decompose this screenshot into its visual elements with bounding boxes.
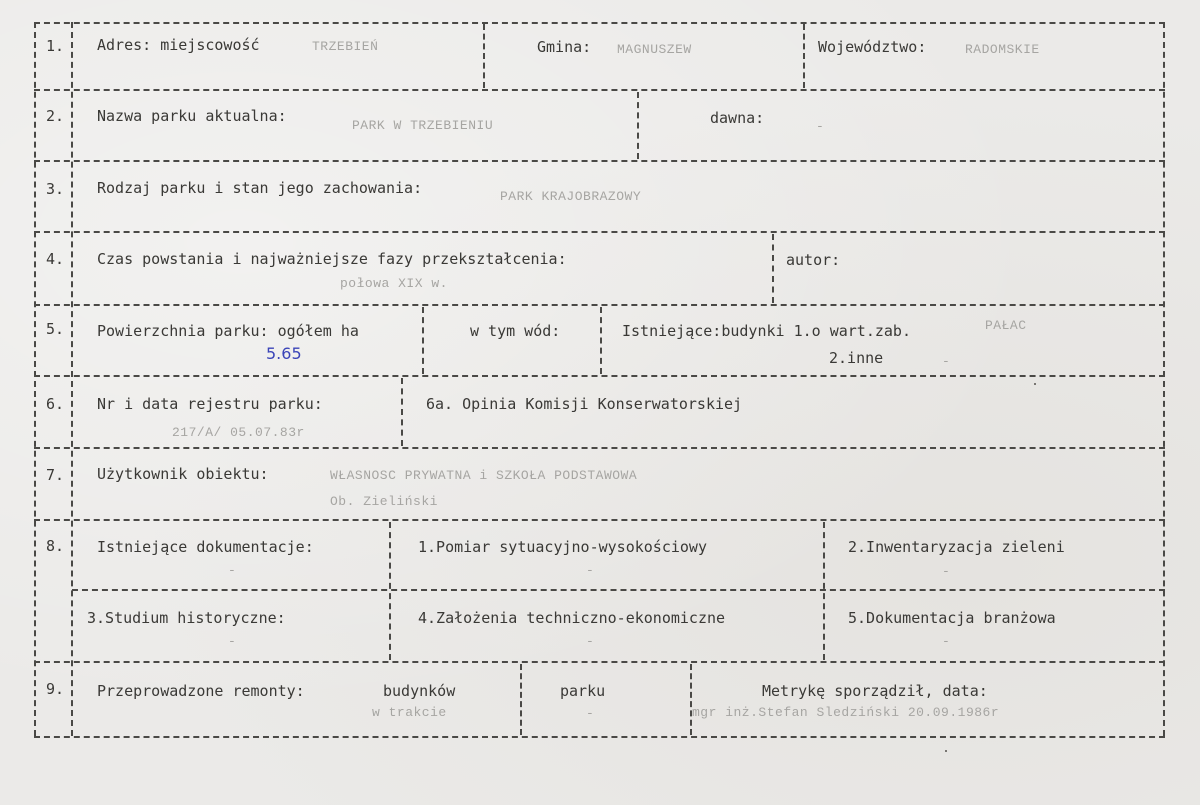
row-number-6: 6.	[46, 395, 65, 413]
row-border-top	[34, 22, 1165, 24]
r1-divider-a	[483, 24, 485, 88]
repairs-park-value: -	[586, 706, 595, 721]
r9-divider-b	[690, 664, 692, 735]
address-label: Adres: miejscowość	[97, 36, 260, 54]
greenery-inventory-value: -	[942, 564, 951, 579]
row-border-2-3	[34, 160, 1165, 162]
metric-author-label: Metrykę sporządził, data:	[762, 682, 988, 700]
r1-divider-b	[803, 24, 805, 88]
repairs-buildings-value: w trakcie	[372, 705, 447, 720]
r2-divider	[637, 92, 639, 159]
user-value-1: WŁASNOSC PRYWATNA i SZKOŁA PODSTAWOWA	[330, 468, 638, 483]
park-type-label: Rodzaj parku i stan jego zachowania:	[97, 179, 423, 197]
row-border-6-7	[34, 447, 1165, 449]
row-number-4: 4.	[46, 250, 65, 268]
documentation-label: Istniejące dokumentacje:	[97, 538, 314, 556]
park-name-label: Nazwa parku aktualna:	[97, 107, 287, 125]
other-buildings-value: -	[942, 354, 951, 369]
r9-divider-a	[520, 664, 522, 735]
r5-divider-b	[600, 307, 602, 374]
r8-divider-a	[389, 522, 391, 660]
voivodeship-value: RADOMSKIE	[965, 42, 1040, 57]
row-border-5-6	[34, 375, 1165, 377]
row-number-7: 7.	[46, 466, 65, 484]
other-buildings-label: 2.inne	[829, 349, 884, 367]
sector-documentation-label: 5.Dokumentacja branżowa	[848, 609, 1056, 627]
author-label: autor:	[786, 251, 841, 269]
r4-divider	[772, 234, 774, 303]
gmina-value: MAGNUSZEW	[617, 42, 692, 57]
former-name-label: dawna:	[710, 109, 765, 127]
park-type-value: PARK KRAJOBRAZOWY	[500, 189, 642, 204]
row-border-7-8	[34, 519, 1165, 521]
survey-label: 1.Pomiar sytuacyjno-wysokościowy	[418, 538, 707, 556]
row-border-8-9	[34, 661, 1165, 663]
row-number-9: 9.	[46, 680, 65, 698]
voivodeship-label: Województwo:	[818, 38, 927, 56]
row-number-8: 8.	[46, 537, 65, 555]
user-value-2: Ob. Zieliński	[330, 494, 438, 509]
paper-speck	[945, 750, 947, 752]
sector-documentation-value: -	[942, 634, 951, 649]
row-number-1: 1.	[46, 37, 65, 55]
row-border-4-5	[34, 304, 1165, 306]
water-label: w tym wód:	[470, 322, 561, 340]
repairs-park-label: parku	[560, 682, 606, 700]
user-label: Użytkownik obiektu:	[97, 465, 269, 483]
survey-value: -	[586, 563, 595, 578]
metric-author-value: mgr inż.Stefan Sledziński 20.09.1986r	[692, 705, 1000, 720]
area-value: 5.65	[266, 344, 302, 363]
historical-study-value: -	[228, 634, 237, 649]
register-label: Nr i data rejestru parku:	[97, 395, 323, 413]
buildings-value: PAŁAC	[985, 318, 1027, 333]
row-number-3: 3.	[46, 180, 65, 198]
r6-divider	[401, 378, 403, 446]
row-number-2: 2.	[46, 107, 65, 125]
technical-assumptions-label: 4.Założenia techniczno-ekonomiczne	[418, 609, 726, 627]
r8-divider-b	[823, 522, 825, 660]
row-border-bottom	[34, 736, 1165, 738]
greenery-inventory-label: 2.Inwentaryzacja zieleni	[848, 538, 1065, 556]
gmina-label: Gmina:	[537, 38, 592, 56]
row-number-5: 5.	[46, 320, 65, 338]
row-8-inner-divider	[72, 589, 1165, 591]
area-label: Powierzchnia parku: ogółem ha	[97, 322, 359, 340]
r5-divider-a	[422, 307, 424, 374]
row-border-1-2	[34, 89, 1165, 91]
creation-time-label: Czas powstania i najważniejsze fazy przekształcenia:	[97, 250, 567, 268]
row-border-3-4	[34, 231, 1165, 233]
repairs-buildings-label: budynków	[383, 682, 456, 700]
register-value: 217/A/ 05.07.83r	[172, 425, 305, 440]
historical-study-label: 3.Studium historyczne:	[87, 609, 286, 627]
address-value: TRZEBIEŃ	[312, 39, 379, 54]
park-name-value: PARK W TRZEBIENIU	[352, 118, 494, 133]
repairs-label: Przeprowadzone remonty:	[97, 682, 305, 700]
card-border-left	[34, 22, 36, 736]
technical-assumptions-value: -	[586, 634, 595, 649]
former-name-value: -	[816, 119, 825, 134]
commission-opinion-label: 6a. Opinia Komisji Konserwatorskiej	[426, 395, 743, 413]
card-border-right	[1163, 22, 1165, 736]
paper-speck	[1034, 383, 1036, 385]
documentation-value: -	[228, 563, 237, 578]
buildings-label: Istniejące:budynki 1.o wart.zab.	[622, 322, 911, 340]
number-column-divider	[71, 22, 73, 736]
creation-time-value: połowa XIX w.	[340, 276, 448, 291]
